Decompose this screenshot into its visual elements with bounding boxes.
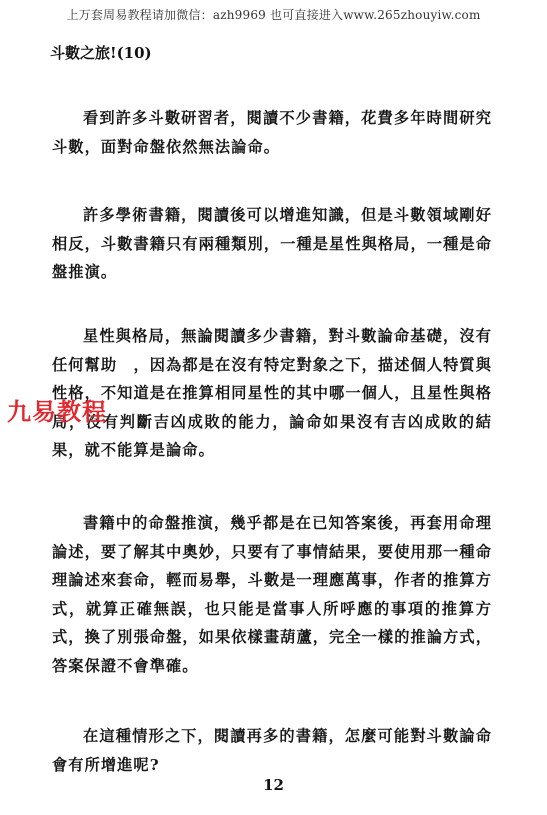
paragraph-1: 看到許多斗數研習者，閱讀不少書籍，花費多年時間研究斗數，面對命盤依然無法論命。 [52,109,492,156]
page-header: 上万套周易教程请加微信：azh9969 也可直接进入www.265zhouyiw.com [66,8,481,22]
chapter-title: 斗數之旅!(10) [50,44,152,62]
watermark-logo: 九易教程 [7,398,107,426]
paragraph-2: 許多學術書籍，閱讀後可以增進知識，但是斗數領域剛好相反，斗數書籍只有兩種類別，一種是星性與格局，一種是命盤推演。 [52,206,492,281]
paragraph-5: 在這種情形之下，閱讀再多的書籍，怎麼可能對斗數論命會有所增進呢? [52,727,492,774]
paragraph-3: 星性與格局，無論閱讀多少書籍，對斗數論命基礎，沒有任何幫助 ，因為都是在沒有特定對象之下，描述個人特質與性格，不知道是在推算相同星性的其中哪一個人，且星性與格局，沒有判斷吉凶成敗的能力，論命如果沒有吉凶成敗的結果，就不能算是論命。 [52,327,492,459]
paragraph-4: 書籍中的命盤推演，幾乎都是在已知答案後，再套用命理論述，要了解其中奧妙，只要有了事情結果，要使用那一種命理論述來套命，輕而易舉，斗數是一理應萬事，作者的推算方式，就算正確無誤，也只能是當事人所呼應的事項的推算方式，換了別張命盤，如果依樣畫葫蘆，完全一樣的推論方式，答案保證不會準確。 [52,514,492,675]
page-number: 12 [263,776,284,794]
